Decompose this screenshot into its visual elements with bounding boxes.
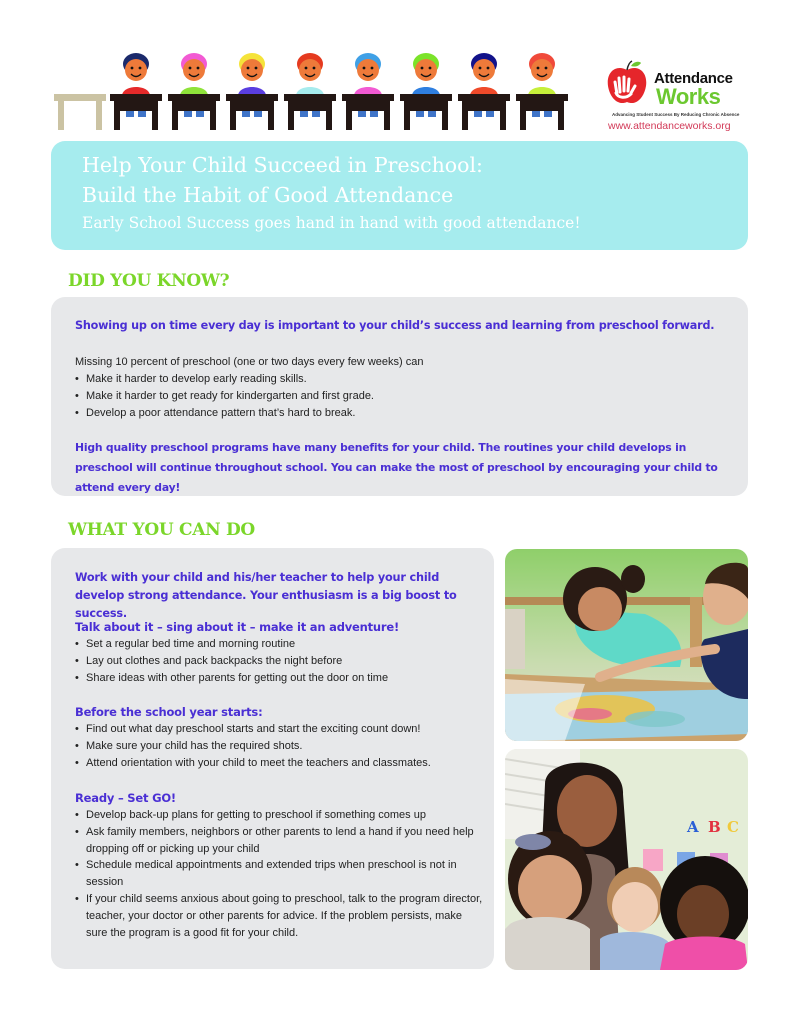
desk-top bbox=[342, 94, 394, 101]
child-eye bbox=[189, 67, 192, 70]
child-leg bbox=[532, 111, 540, 117]
desk-top bbox=[458, 94, 510, 101]
tips-section-before-school-year bbox=[75, 705, 485, 771]
desk-top bbox=[168, 94, 220, 101]
child-eye bbox=[313, 67, 316, 70]
list-item: • Make sure your child has the required shots. bbox=[75, 738, 485, 755]
child-eye bbox=[429, 67, 432, 70]
desk-top bbox=[226, 94, 278, 101]
list-item: • Make it harder to get ready for kindergarten and first grade. bbox=[75, 388, 715, 405]
child-at-desk bbox=[168, 53, 220, 130]
logo-tagline: Advancing Student Success By Reducing Chronic Absence bbox=[612, 112, 740, 117]
website-link[interactable]: www.attendanceworks.org bbox=[608, 120, 731, 132]
list-item: • Set a regular bed time and morning routine bbox=[75, 636, 485, 653]
child-face bbox=[183, 59, 205, 81]
child-leg bbox=[138, 111, 146, 117]
desk-front bbox=[172, 101, 216, 111]
list-item: • Ask family members, neighbors or other parents to lend a hand if you need help dropping off or picking up your child bbox=[75, 824, 485, 858]
empty-desk bbox=[54, 94, 106, 130]
child-leg bbox=[184, 111, 192, 117]
tips-section-talk-about-it bbox=[75, 620, 485, 686]
child-face bbox=[299, 59, 321, 81]
desk-front bbox=[230, 101, 274, 111]
did-you-know-lead: Showing up on time every day is important to your child’s success and learning from preschool forward. bbox=[75, 319, 715, 332]
desk-leg bbox=[558, 101, 564, 130]
apple-hand-icon bbox=[606, 60, 648, 106]
what-you-can-do-lead: Work with your child and his/her teacher to help your child develop strong attendance. Your enthusiasm is a big boost to success. bbox=[75, 571, 457, 620]
child-at-desk bbox=[226, 53, 278, 130]
child-leg bbox=[242, 111, 250, 117]
list-item: • Find out what day preschool starts and start the exciting count down! bbox=[75, 721, 485, 738]
child-eye bbox=[487, 67, 490, 70]
child-leg bbox=[416, 111, 424, 117]
child-leg bbox=[544, 111, 552, 117]
page-title-line2: Build the Habit of Good Attendance bbox=[82, 183, 454, 207]
desk-front bbox=[520, 101, 564, 111]
what-you-can-do-card bbox=[51, 548, 494, 969]
list-item: • Share ideas with other parents for getting out the door on time bbox=[75, 670, 485, 687]
child-leg bbox=[254, 111, 262, 117]
child-eye bbox=[139, 67, 142, 70]
list-item: • Attend orientation with your child to meet the teachers and classmates. bbox=[75, 755, 485, 772]
child-face bbox=[125, 59, 147, 81]
child-leg bbox=[196, 111, 204, 117]
page-title-line1: Help Your Child Succeed in Preschool: bbox=[82, 153, 483, 177]
list-item: • If your child seems anxious about going to preschool, talk to the program director, teacher, your doctor or other parents for advice. If the problem persists, make sure the program is a good fit for your child. bbox=[75, 891, 485, 941]
desk-front bbox=[462, 101, 506, 111]
desk-front bbox=[288, 101, 332, 111]
desk-front bbox=[404, 101, 448, 111]
child-leg bbox=[358, 111, 366, 117]
child-eye bbox=[537, 67, 540, 70]
desk-leg bbox=[384, 101, 390, 130]
desk-top bbox=[284, 94, 336, 101]
child-eye bbox=[305, 67, 308, 70]
abc-letter-a: A bbox=[687, 818, 699, 836]
child-at-desk bbox=[284, 53, 336, 130]
desk-leg bbox=[152, 101, 158, 130]
child-face bbox=[531, 59, 553, 81]
desk-leg bbox=[346, 101, 352, 130]
tips-section-ready-set-go bbox=[75, 791, 485, 941]
desk-leg bbox=[114, 101, 120, 130]
desk-leg bbox=[268, 101, 274, 130]
abc-letter-b: B bbox=[708, 818, 721, 836]
child-at-desk bbox=[400, 53, 452, 130]
child-at-desk bbox=[342, 53, 394, 130]
child-leg bbox=[126, 111, 134, 117]
abc-letter-c: C bbox=[727, 818, 739, 836]
desk-leg bbox=[326, 101, 332, 130]
child-leg bbox=[312, 111, 320, 117]
child-face bbox=[241, 59, 263, 81]
child-face bbox=[357, 59, 379, 81]
child-eye bbox=[421, 67, 424, 70]
desk-front bbox=[114, 101, 158, 111]
desk-leg bbox=[288, 101, 294, 130]
desk-leg bbox=[210, 101, 216, 130]
desk-top bbox=[516, 94, 568, 101]
logo-word-attendance: Attendance bbox=[654, 70, 733, 87]
desk-leg bbox=[172, 101, 178, 130]
attendance-works-logo bbox=[606, 58, 746, 134]
list-item: • Develop back-up plans for getting to preschool if something comes up bbox=[75, 807, 485, 824]
child-face bbox=[473, 59, 495, 81]
desk-top bbox=[400, 94, 452, 101]
page-subtitle: Early School Success goes hand in hand with good attendance! bbox=[82, 214, 581, 232]
child-at-desk bbox=[516, 53, 568, 130]
what-you-can-do-heading: WHAT YOU CAN DO bbox=[68, 520, 255, 540]
child-leg bbox=[428, 111, 436, 117]
desk-leg bbox=[230, 101, 236, 130]
tips-section-title: Talk about it – sing about it – make it an adventure! bbox=[75, 620, 400, 634]
desk-leg bbox=[500, 101, 506, 130]
tips-section-title: Before the school year starts: bbox=[75, 705, 263, 719]
child-at-desk bbox=[110, 53, 162, 130]
desk-leg bbox=[520, 101, 526, 130]
tips-section-title: Ready – Set GO! bbox=[75, 791, 176, 805]
did-you-know-heading: DID YOU KNOW? bbox=[68, 271, 230, 291]
list-item: • Lay out clothes and pack backpacks the night before bbox=[75, 653, 485, 670]
did-you-know-list bbox=[75, 371, 715, 421]
desk-top bbox=[110, 94, 162, 101]
child-eye bbox=[197, 67, 200, 70]
desk-leg bbox=[462, 101, 468, 130]
child-leg bbox=[300, 111, 308, 117]
child-eye bbox=[371, 67, 374, 70]
list-item: • Schedule medical appointments and extended trips when preschool is not in session bbox=[75, 857, 485, 891]
title-banner bbox=[51, 141, 748, 250]
list-item: • Develop a poor attendance pattern that’s hard to break. bbox=[75, 405, 715, 422]
child-leg bbox=[474, 111, 482, 117]
did-you-know-intro: Missing 10 percent of preschool (one or two days every few weeks) can bbox=[75, 356, 424, 368]
child-leg bbox=[486, 111, 494, 117]
photo-teacher-with-children bbox=[505, 749, 748, 970]
desk-leg bbox=[442, 101, 448, 130]
child-eye bbox=[479, 67, 482, 70]
desk-front bbox=[346, 101, 390, 111]
did-you-know-card bbox=[51, 297, 748, 496]
photo-children-with-map bbox=[505, 549, 748, 741]
child-eye bbox=[363, 67, 366, 70]
child-eye bbox=[545, 67, 548, 70]
list-item: • Make it harder to develop early reading skills. bbox=[75, 371, 715, 388]
child-eye bbox=[247, 67, 250, 70]
child-eye bbox=[255, 67, 258, 70]
child-eye bbox=[131, 67, 134, 70]
children-at-desks-illustration bbox=[52, 50, 577, 132]
logo-word-works: Works bbox=[656, 84, 721, 109]
did-you-know-closing: High quality preschool programs have many benefits for your child. The routines your child develops in preschool will continue throughout school. You can make the most of preschool by encouraging your child to attend every day! bbox=[75, 441, 718, 494]
child-face bbox=[415, 59, 437, 81]
child-at-desk bbox=[458, 53, 510, 130]
desk-leg bbox=[404, 101, 410, 130]
child-leg bbox=[370, 111, 378, 117]
